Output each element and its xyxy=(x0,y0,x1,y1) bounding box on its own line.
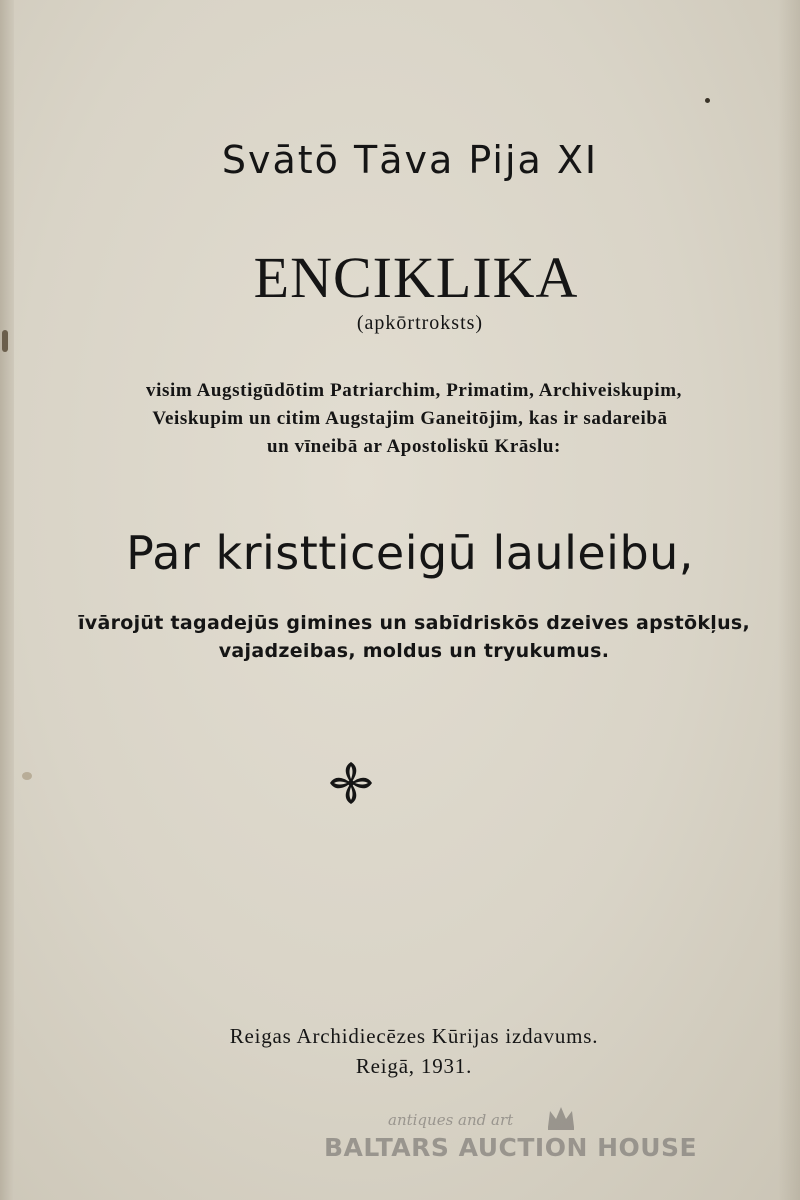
paper-speck xyxy=(705,98,710,103)
subject-heading: Par kristticeigū lauleibu, xyxy=(126,526,694,580)
publication-place-date: Reigā, 1931. xyxy=(355,1054,473,1078)
document-title: ENCIKLIKA xyxy=(253,245,579,310)
address-line: Veiskupim un citim Augstajim Ganeitōjim, kas ir sadareibā xyxy=(152,408,668,429)
publisher-line: Reigas Archidiecēzes Kūrijas izdavums. xyxy=(229,1024,599,1048)
watermark-name: BALTARS AUCTION HOUSE xyxy=(324,1133,698,1162)
subject-line: vajadzeibas, moldus un tryukumus. xyxy=(218,640,610,662)
address-line: visim Augstigūdōtim Patriarchim, Primatim, Archiveiskupim, xyxy=(145,380,682,401)
watermark-tagline: antiques and art xyxy=(388,1111,514,1129)
address-line: un vīneibā ar Apostoliskū Krāslu: xyxy=(267,436,561,457)
fleuron-icon xyxy=(327,759,375,807)
subject-line: īvārojūt tagadejūs gimines un sabīdriskōs dzeives apstōkļus, xyxy=(77,612,751,634)
crown-icon xyxy=(546,1105,576,1131)
paper-stain xyxy=(22,772,32,780)
watermark xyxy=(324,1105,724,1175)
author-line: Svātō Tāva Pija XI xyxy=(221,138,599,182)
title-note: (apkōrtroksts) xyxy=(356,312,484,334)
